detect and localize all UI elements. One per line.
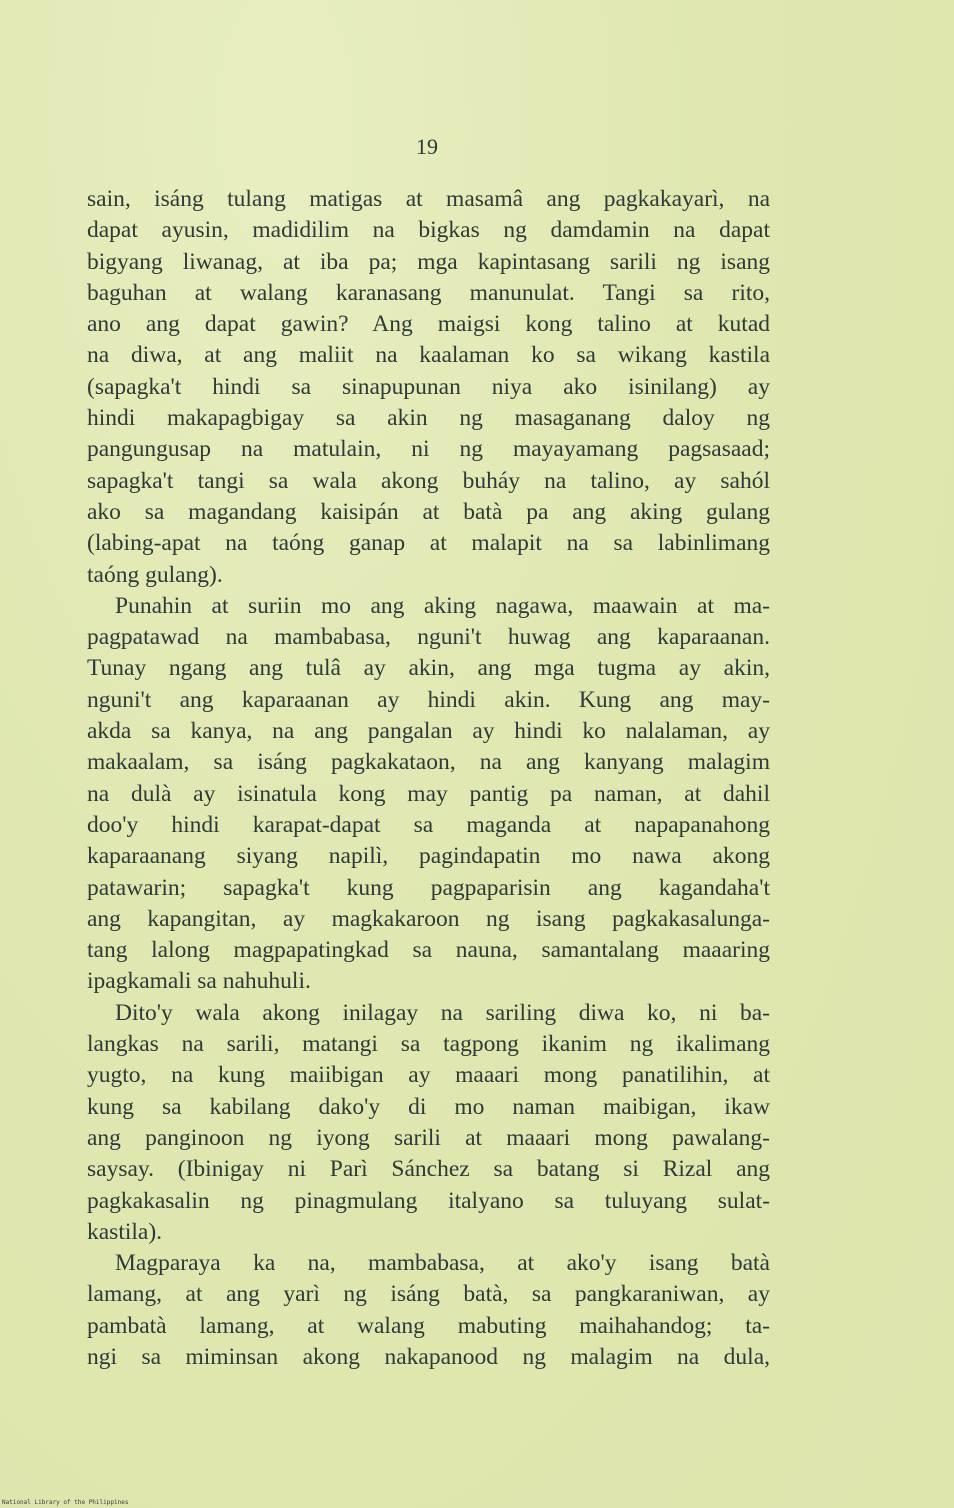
text-line: kastila).: [87, 1218, 163, 1245]
body-text: [87, 184, 770, 1373]
text-line: pagpatawad na mambabasa, nguni't huwag ang kaparaanan.: [87, 624, 770, 651]
text-line: pambatà lamang, at walang mabuting maihahandog; ta-: [87, 1312, 770, 1339]
library-credit: National Library of the Philippines: [2, 1499, 129, 1506]
text-line: ang kapangitan, ay magkakaroon ng isang pagkakasalunga-: [87, 905, 770, 932]
text-line: pangungusap na matulain, ni ng mayayamang pagsasaad;: [87, 436, 770, 463]
text-line: na diwa, at ang maliit na kaalaman ko sa wikang kastila: [87, 342, 770, 369]
text-line: tang lalong magpapatingkad sa nauna, samantalang maaaring: [87, 937, 770, 964]
text-line: lamang, at ang yarì ng isáng batà, sa pangkaraniwan, ay: [87, 1281, 770, 1308]
text-line: langkas na sarili, matangi sa tagpong ikanim ng ikalimang: [87, 1031, 770, 1058]
text-line: saysay. (Ibinigay ni Parì Sánchez sa batang si Rizal ang: [87, 1156, 770, 1183]
text-line: nguni't ang kaparaanan ay hindi akin. Kung ang may-: [87, 686, 770, 713]
text-line: baguhan at walang karanasang manunulat. Tangi sa rito,: [87, 279, 770, 306]
text-line: akda sa kanya, na ang pangalan ay hindi ko nalalaman, ay: [87, 718, 770, 745]
text-line: kaparaanang siyang napilì, pagindapatin mo nawa akong: [87, 843, 770, 870]
text-line: ngi sa miminsan akong nakapanood ng malagim na dula,: [87, 1343, 770, 1370]
text-line: bigyang liwanag, at iba pa; mga kapintasang sarili ng isang: [87, 248, 770, 275]
text-line: taóng gulang).: [87, 561, 223, 588]
page-number: 19: [416, 134, 438, 159]
text-line: doo'y hindi karapat-dapat sa maganda at napapanahong: [87, 811, 770, 838]
text-line: dapat ayusin, madidilim na bigkas ng damdamin na dapat: [87, 217, 770, 244]
text-line: pagkakasalin ng pinagmulang italyano sa tuluyang sulat-: [87, 1187, 770, 1214]
text-line: ipagkamali sa nahuhuli.: [87, 968, 311, 995]
text-line: sain, isáng tulang matigas at masamâ ang pagkakayarì, na: [87, 186, 770, 212]
text-line: hindi makapagbigay sa akin ng masaganang daloy ng: [87, 405, 770, 432]
text-line: kung sa kabilang dako'y di mo naman maibigan, ikaw: [87, 1093, 770, 1120]
text-line: Tunay ngang ang tulâ ay akin, ang mga tugma ay akin,: [87, 655, 770, 682]
text-line: Punahin at suriin mo ang aking nagawa, maawain at ma-: [115, 592, 770, 619]
text-line: sapagka't tangi sa wala akong buháy na talino, ay sahól: [87, 467, 770, 494]
text-line: (labing-apat na taóng ganap at malapit na sa labinlimang: [87, 530, 770, 557]
text-line: makaalam, sa isáng pagkakataon, na ang kanyang malagim: [87, 749, 770, 776]
text-line: ano ang dapat gawin? Ang maigsi kong talino at kutad: [87, 311, 770, 338]
text-line: na dulà ay isinatula kong may pantig pa naman, at dahil: [87, 780, 770, 807]
text-line: ang panginoon ng iyong sarili at maaari mong pawalang-: [87, 1124, 770, 1151]
text-line: yugto, na kung maiibigan ay maaari mong panatilihin, at: [87, 1062, 770, 1089]
text-line: (sapagka't hindi sa sinapupunan niya ako isinilang) ay: [87, 373, 770, 400]
text-line: Dito'y wala akong inilagay na sariling diwa ko, ni ba-: [115, 999, 770, 1026]
text-line: ako sa magandang kaisipán at batà pa ang aking gulang: [87, 498, 770, 525]
text-line: patawarin; sapagka't kung pagpaparisin ang kagandaha't: [87, 874, 770, 901]
text-line: Magparaya ka na, mambabasa, at ako'y isang batà: [115, 1250, 770, 1277]
